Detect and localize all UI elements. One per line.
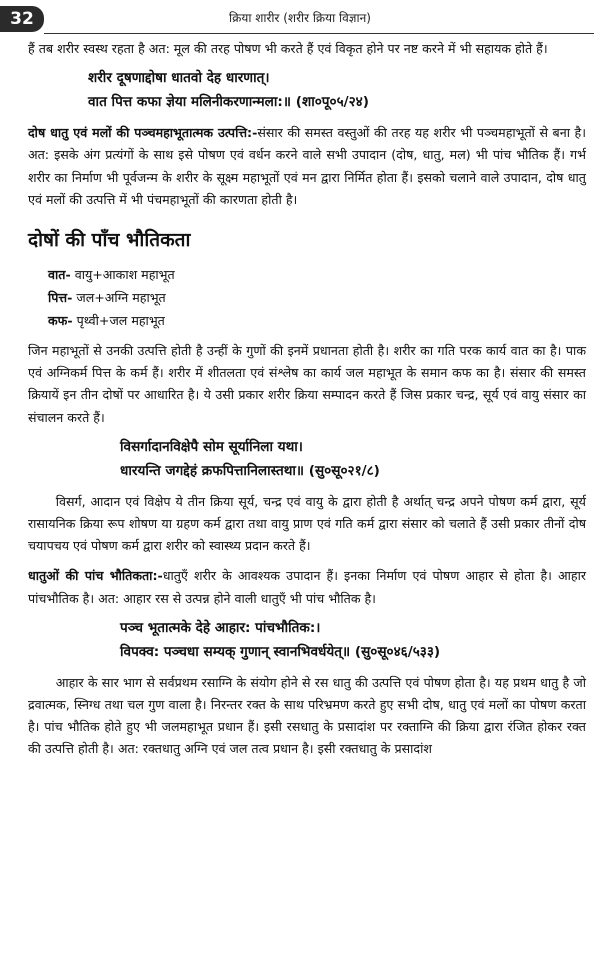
verse-line: विसर्गादानविक्षेपै सोम सूर्यानिला यथा। — [120, 438, 303, 455]
paragraph-rasa-dhatu: आहार के सार भाग से सर्वप्रथम रसाग्नि के संयोग होने से रस धातु की उत्पत्ति एवं पोषण होता है। यह प्रथम धातु है जो द्रवात्मक, स्निग्ध तथा चल गुण वाला है। निरन्तर रक्त के साथ परिभ्रमण करते हुए सभी दोष, धातु एवं मलों का पोषण करता है। पांच भौतिक होते हुए भी जलमहाभूत प्रधान हैं। इसी रसधातु के प्रसादांश पर रक्ताग्नि की क्रिया द्वारा रंजित होकर रक्त की उत्पत्ति होती है। अत: रक्तधातु अग्नि एवं जल तत्व प्रधान है। इसी रक्तधातु के प्रसादांश — [28, 674, 586, 757]
dosha-list — [28, 263, 586, 332]
verse-line: विपक्व: पञ्चधा सम्यक् गुणान् स्वानभिवर्धयेत्॥ (सु०सू०४६/५३३) — [120, 643, 441, 660]
header-rule — [44, 33, 594, 34]
verse-line: धारयन्ति जगद्देहं क्रफपित्तानिलास्तथा॥ (सु०सू०२१/८) — [120, 462, 380, 479]
verse-line: वात पित्त कफा ज्ञेया मलिनीकरणान्मला:॥ (शा०पू०५/२४) — [88, 94, 369, 111]
verse-line: शरीर दूषणाद्दोषा धातवो देह धारणात्। — [88, 70, 270, 87]
dosha-value: पृथ्वी+जल महाभूत — [76, 313, 165, 329]
dosha-name: कफ- — [48, 313, 73, 329]
verse-sharangdhar — [88, 66, 586, 114]
page-number: 32 — [0, 6, 44, 32]
dosha-item-vata — [48, 263, 586, 286]
verse-line: पञ्च भूतात्मके देहे आहार: पांचभौतिक:। — [120, 619, 321, 636]
paragraph-term: धातुओं की पांच भौतिकता:- — [28, 568, 163, 584]
paragraph-term: दोष धातु एवं मलों की पञ्चमहाभूतात्मक उत्पत्ति:- — [28, 125, 258, 141]
paragraph-panchamahabhuta — [28, 122, 586, 211]
dosha-item-pitta — [48, 286, 586, 309]
dosha-value: जल+अग्नि महाभूत — [76, 290, 166, 306]
paragraph-text: संसार की समस्त वस्तुओं की तरह यह शरीर भी पञ्चमहाभूतों से बना है। अत: इसके अंग प्रत्यंगों के साथ इसे पोषण एवं वर्धन करने वाले सभी उपादान (दोष, धातु, मल) भी पांच भौतिक हैं। गर्भ शरीर का निर्माण भी पूर्वजन्म के शरीर के सूक्ष्म महाभूतों एवं मन द्वारा निर्मित होता हैं। इसको चलाने वाले उपादान, दोष धातु एवं मलों की उत्पत्ति में भी पंचमहाभूतों की कारणता होती है। — [28, 125, 586, 207]
running-title: क्रिया शारीर (शरीर क्रिया विज्ञान) — [229, 11, 371, 25]
page-body — [28, 38, 586, 761]
paragraph-intro: हैं तब शरीर स्वस्थ रहता है अत: मूल की तरह पोषण भी करते हैं एवं विकृत होने पर नष्ट करने में भी सहायक होते हैं। — [28, 41, 548, 56]
paragraph-visarga: विसर्ग, आदान एवं विक्षेप ये तीन क्रिया सूर्य, चन्द्र एवं वायु के द्वारा होती है अर्थात् चन्द्र अपने पोषण कर्म द्वारा, सूर्य रासायनिक क्रिया रूप शोषण या ग्रहण कर्म द्वारा तथा वायु प्राण एवं गति कर्म द्वारा संसार को चलाते हैं उसी प्रकार तीनों दोष चयापचय एवं पोषण कर्म द्वारा शरीर को स्वास्थ्य प्रदान करते हैं। — [28, 493, 586, 554]
dosha-name: पित्त- — [48, 290, 73, 306]
verse-sushruta-21 — [120, 435, 586, 483]
verse-sushruta-46 — [120, 616, 586, 664]
paragraph-dhatu — [28, 565, 586, 609]
paragraph-dosha-functions: जिन महाभूतों से उनकी उत्पत्ति होती है उन्हीं के गुणों की इनमें प्रधानता होती है। शरीर का गति परक कार्य वात का है। पाक एवं अग्निकर्म पित्त के कर्म हैं। शरीर में शीतलता एवं संश्लेष का कार्य जल महाभूत के समान कफ का है। संसार की समस्त क्रियायें इन तीन दोषों पर आधारित है। ये उसी प्रकार शरीर क्रिया सम्पादन करते हैं जिस प्रकार चन्द्र, सूर्य एवं वायु संसार का संचालन करते हैं। — [28, 343, 586, 425]
paragraph-text: धातुएँ शरीर के आवश्यक उपादान हैं। इनका निर्माण एवं पोषण आहार से होता है। आहार पांचभौतिक है। अत: आहार रस से उत्पन्न होने वाली धातुएँ भी पांच भौतिक है। — [28, 568, 586, 606]
dosha-value: वायु+आकाश महाभूत — [74, 267, 175, 283]
section-heading: दोषों की पाँच भौतिकता — [28, 229, 191, 252]
page-header — [0, 0, 600, 34]
dosha-name: वात- — [48, 267, 71, 283]
dosha-item-kapha — [48, 309, 586, 332]
